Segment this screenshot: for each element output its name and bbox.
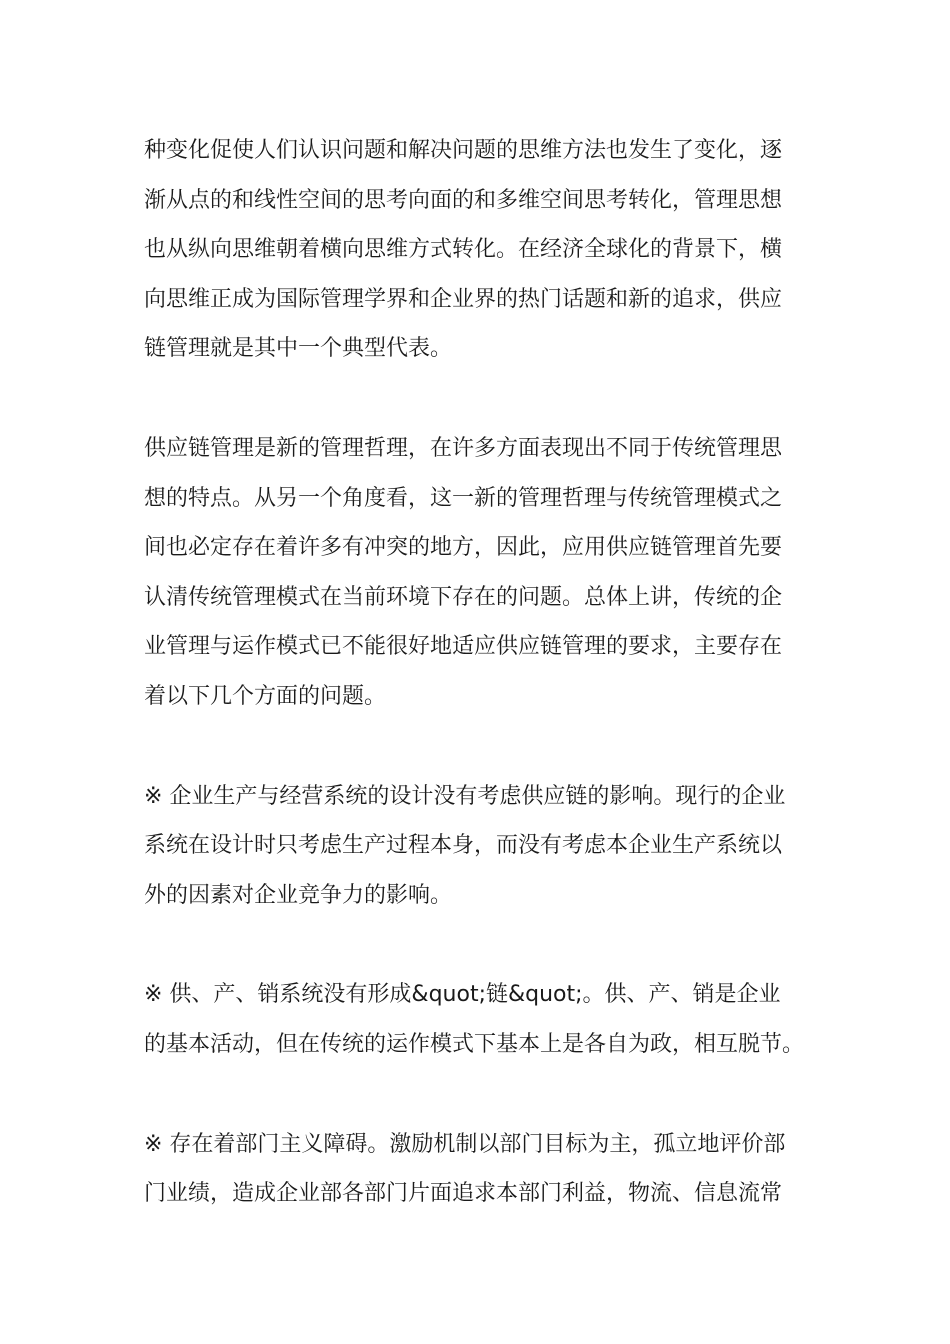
text-line: ※ 供、产、销系统没有形成&quot;链&quot;。供、产、销是企业 [144, 982, 781, 1008]
paragraph-5-bullet [144, 1120, 816, 1219]
text-line: 渐从点的和线性空间的思考向面的和多维空间思考转化，管理思想 [144, 187, 783, 213]
text-line: 的基本活动，但在传统的运作模式下基本上是各自为政，相互脱节。 [144, 1031, 805, 1057]
paragraph-2 [144, 424, 816, 722]
text-line: 着以下几个方面的问题。 [144, 683, 387, 709]
text-line: 供应链管理是新的管理哲理，在许多方面表现出不同于传统管理思 [144, 435, 783, 461]
text-line: 种变化促使人们认识问题和解决问题的思维方法也发生了变化，逐 [144, 138, 783, 163]
text-line: 系统在设计时只考虑生产过程本身，而没有考虑本企业生产系统以 [144, 833, 783, 859]
text-line: 链管理就是其中一个典型代表。 [144, 336, 453, 362]
text-line: 间也必定存在着许多有冲突的地方，因此，应用供应链管理首先要 [144, 535, 783, 561]
text-line: 业管理与运作模式已不能很好地适应供应链管理的要求，主要存在 [144, 634, 783, 660]
paragraph-4-bullet [144, 970, 816, 1069]
text-line: 门业绩，造成企业部各部门片面追求本部门利益，物流、信息流常 [144, 1181, 783, 1207]
text-line: 外的因素对企业竞争力的影响。 [144, 882, 453, 908]
text-line: 认清传统管理模式在当前环境下存在的问题。总体上讲，传统的企 [144, 584, 783, 610]
text-line: 向思维正成为国际管理学界和企业界的热门话题和新的追求，供应 [144, 286, 783, 312]
paragraph-3-bullet [144, 772, 816, 921]
text-line: ※ 存在着部门主义障碍。激励机制以部门目标为主，孤立地评价部 [144, 1131, 786, 1157]
text-line: ※ 企业生产与经营系统的设计没有考虑供应链的影响。现行的企业 [144, 783, 786, 809]
text-line: 想的特点。从另一个角度看，这一新的管理哲理与传统管理模式之 [144, 485, 783, 511]
document-body [144, 126, 816, 1269]
paragraph-1 [144, 126, 816, 374]
text-line: 也从纵向思维朝着横向思维方式转化。在经济全球化的背景下，横 [144, 237, 783, 263]
